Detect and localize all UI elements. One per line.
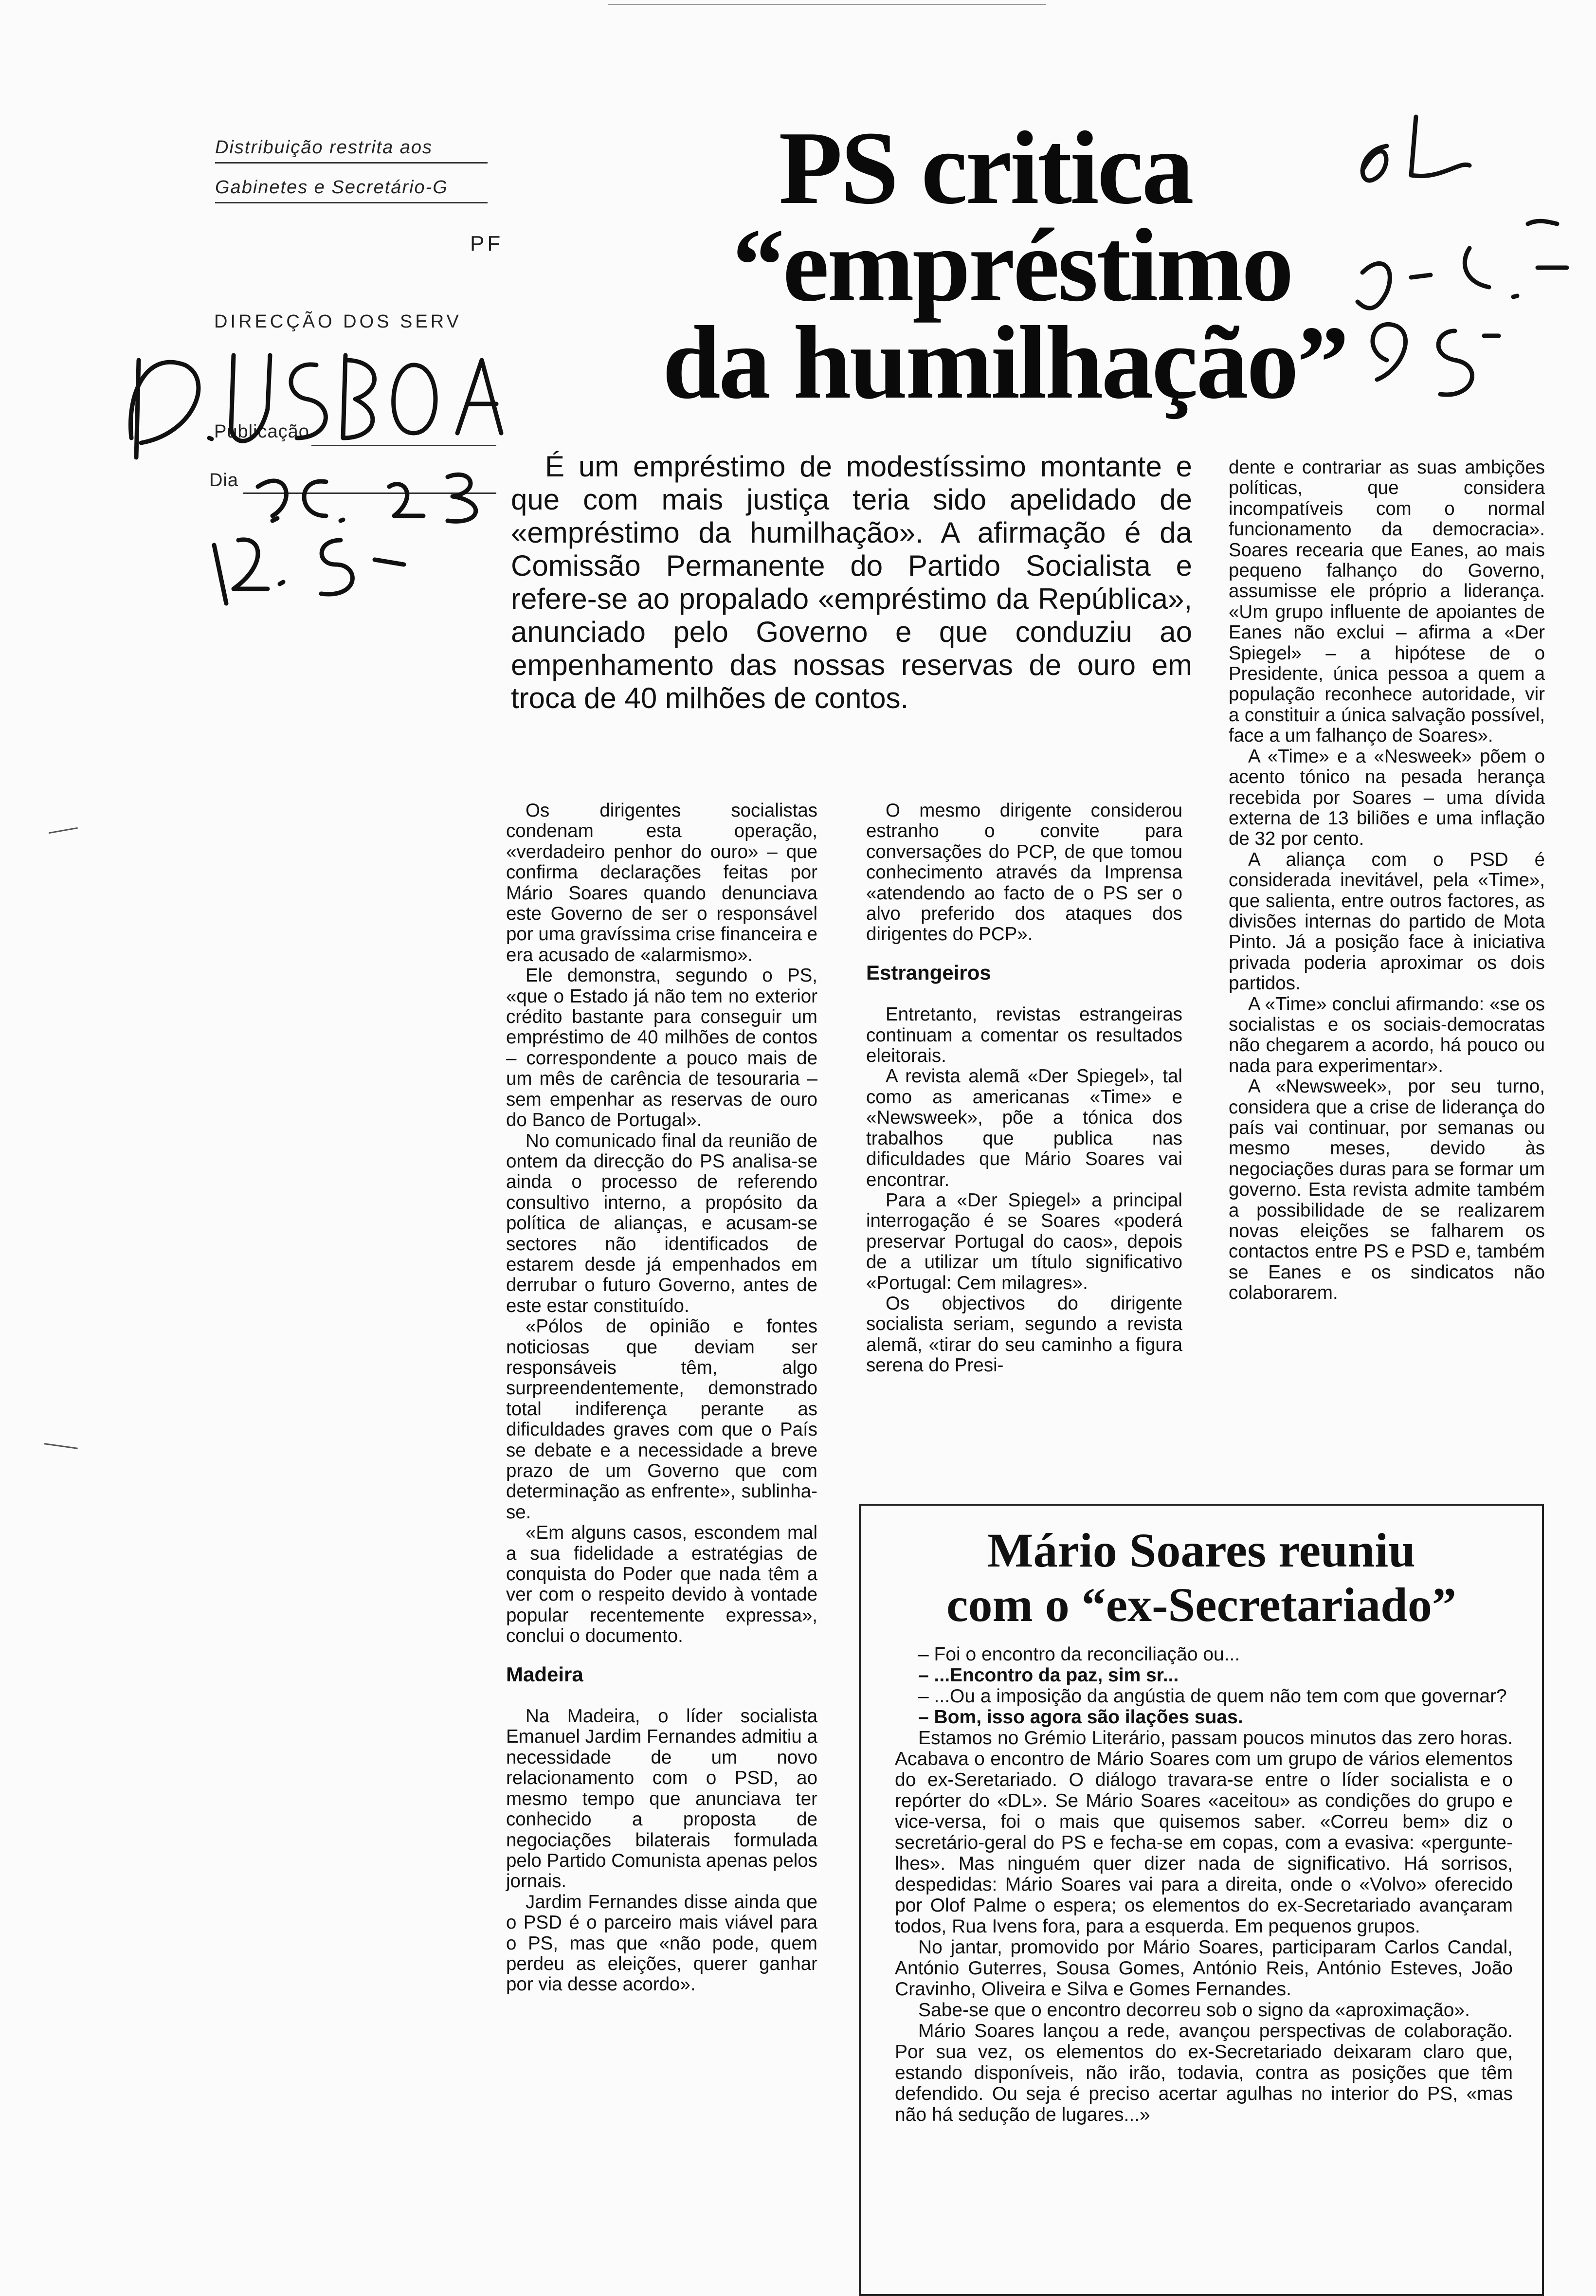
margin-mark: [49, 827, 78, 834]
sidebar-paragraph: Sabe-se que o encontro decorreu sob o signo da «aproximação».: [918, 2000, 1470, 2021]
headline-line-1: PS critica: [779, 109, 1192, 226]
headline-line-2: “empréstimo: [732, 207, 1292, 323]
stamp-line-3: PF: [470, 232, 504, 255]
margin-mark: [44, 1443, 78, 1449]
col3-paragraph: A «Newsweek», por seu turno, considera que a crise de liderança do país vai continuar, por semanas ou mesmo meses, devido às negociações duras para se formar um governo. Esta revista admite também a possibilidade de se realizarem novas eleições se falharem os contactos entre PS e PSD e, também se Eanes e os sindicatos não colaborarem.: [1229, 1076, 1545, 1304]
col3-paragraph: A «Time» conclui afirmando: «se os socialistas e os sociais-democratas não chegarem a acordo, há pouco ou nada para experimentar».: [1229, 993, 1545, 1076]
handwriting-date-mark: [1343, 107, 1577, 409]
column-1: [506, 801, 817, 1995]
scan-edge: [608, 4, 1046, 5]
stamp-dia-label: Dia: [209, 470, 239, 491]
col1-paragraph: Ele demonstra, segundo o PS, «que o Estado já não tem no exterior crédito bastante para conseguir um empréstimo de 40 milhões de contos – correspondente a pouco mais de um mês de carência de tesouraria – sem empenhar as reservas de ouro do Banco de Portugal».: [506, 965, 817, 1131]
sidebar-paragraph: Estamos no Grémio Literário, passam poucos minutos das zero horas. Acabava o encontro de Mário Soares com um grupo de vários elementos do ex-Seretariado. O diálogo travara-se entre o líder socialista e o repórter do «DL». Se Mário Soares «aceitou» as condições do grupo e vice-versa, foi o mais que quisemos saber. «Correu bem» diz o secretário-geral do PS e fecha-se em copas, com a evasiva: «pergunte-lhes». Mas ninguém quer dizer nada de significativo. Há sorrisos, despedidas: Mário Soares vai para a direita, onde o «Volvo» oferecido por Olof Palme o espera; os elementos do ex-Secretariado avançaram todos, Rua Ivens fora, para a esquerda. Em pequenos grupos.: [895, 1728, 1513, 1937]
sidebar-article-box: [859, 1504, 1544, 2296]
col3-paragraph: A aliança com o PSD é considerada inevitável, pela «Time», que salienta, entre outros factores, as divisões internas do partido de Mota Pinto. Já a posição face à iniciativa privada poderia aproximar os dois partidos.: [1229, 849, 1545, 994]
sidebar-paragraph: No jantar, promovido por Mário Soares, participaram Carlos Candal, António Guterres, Sousa Gomes, António Reis, António Esteves, João Cravinho, Oliveira e Silva e Gomes Fernandes.: [895, 1937, 1513, 2000]
column-2: [866, 801, 1182, 1376]
dialogue-line: – Bom, isso agora são ilações suas.: [918, 1707, 1243, 1728]
col1-paragraph: «Pólos de opinião e fontes noticiosas que deviam ser responsáveis têm, algo surpreendentemente, demonstrado total indiferença perante as dificuldades graves com que o País se debate e a necessidade a breve prazo de um Governo que com determinação as enfrente», sublinha-se.: [506, 1316, 817, 1523]
dialogue-line: – Foi o encontro da reconciliação ou...: [918, 1644, 1240, 1665]
col2-paragraph: O mesmo dirigente considerou estranho o convite para conversações do PCP, de que tomou conhecimento através da Imprensa «atendendo ao facto de o PS ser o alvo preferido dos ataques dos dirigentes do PCP».: [866, 800, 1182, 945]
sidebar-article-body: [895, 1644, 1513, 2125]
stamp-publicacao-label: Publicação: [214, 421, 309, 442]
handwriting-publication-mark: [112, 311, 521, 613]
col1-paragraph: Na Madeira, o líder socialista Emanuel Jardim Fernandes admitiu a necessidade de um novo relacionamento com o PSD, ao mesmo tempo que anunciava ter conhecido a proposta de negociações bilaterais formulada pelo Partido Comunista apenas pelos jornais.: [506, 1706, 817, 1892]
col2-paragraph: Entretanto, revistas estrangeiras continuam a comentar os resultados eleitorais.: [866, 1004, 1182, 1067]
col1-subheading: Madeira: [506, 1662, 583, 1686]
col3-paragraph: A «Time» e a «Nesweek» põem o acento tónico na pesada herança recebida por Soares – uma dívida externa de 13 biliões e uma inflação de 32 por cento.: [1229, 746, 1545, 850]
col3-paragraph: dente e contrariar as suas ambições políticas, que considera incompatíveis com o normal funcionamento da democracia». Soares recearia que Eanes, ao mais pequeno falhanço do Governo, assumisse ele próprio a liderança. «Um grupo influente de apoiantes de Eanes não exclui – afirma a «Der Spiegel» – a hipótese de o Presidente, única pessoa a quem a população reconhece autoridade, vir a constituir a única salvação possível, face a um falhanço de Soares».: [1229, 457, 1545, 747]
lead-paragraph: É um empréstimo de modestíssimo montante e que com mais justiça teria sido apelidado de «empréstimo da humilhação». A afirmação é da Comissão Permanente do Partido Socialista e refere-se ao propalado «empréstimo da República», anunciado pelo Governo e que conduziu ao empenhamento das nossas reservas de ouro em troca de 40 milhões de contos.: [511, 450, 1192, 714]
col2-paragraph: Os objectivos do dirigente socialista seriam, segundo a revista alemã, «tirar do seu caminho a figura serena do Presi-: [866, 1293, 1182, 1376]
dialogue-line: – ...Ou a imposição da angústia de quem não tem com que governar?: [918, 1686, 1507, 1707]
col1-paragraph: Jardim Fernandes disse ainda que o PSD é o parceiro mais viável para o PS, mas que «não pode, quem perdeu as eleições, querer ganhar por via desse acordo».: [506, 1891, 817, 1995]
sidebar-paragraph: Mário Soares lançou a rede, avançou perspectivas de colaboração. Por sua vez, os elementos do ex-Secretariado deixaram claro que, estando disponíveis, não irão, todavia, contra as posições que têm defendido. Ou seja é preciso acertar agulhas no interior do PS, «mas não há sedução de lugares...»: [895, 2021, 1513, 2125]
sidebar-title-line-2: com o “ex-Secretariado”: [946, 1578, 1456, 1632]
col1-paragraph: «Em alguns casos, escondem mal a sua fidelidade a estratégias de conquista do Poder que nada têm a ver com o respeito devido à vontade popular recentemente expressa», conclui o documento.: [506, 1522, 817, 1647]
col2-subheading: Estrangeiros: [866, 961, 991, 984]
stamp-line-4: DIRECÇÃO DOS SERV: [214, 311, 462, 332]
stamp-line-2: Gabinetes e Secretário-G: [215, 177, 488, 203]
column-3: [1229, 457, 1545, 1304]
dialogue-line: – ...Encontro da paz, sim sr...: [918, 1665, 1179, 1686]
sidebar-article-title: [861, 1523, 1542, 1632]
col2-paragraph: A revista alemã «Der Spiegel», tal como as americanas «Time» e «Newsweek», põe a tónica dos trabalhos que publica nas dificuldades que Mário Soares vai encontrar.: [866, 1066, 1182, 1190]
col1-paragraph: No comunicado final da reunião de ontem da direcção do PS analisa-se ainda o processo de referendo consultivo interno, a propósito da política de alianças, e acusam-se sectores não identificados de estarem desde já empenhados em derrubar o futuro Governo, antes de este estar constituído.: [506, 1130, 817, 1316]
headline-line-3: da humilhação”: [662, 304, 1347, 420]
col1-paragraph: Os dirigentes socialistas condenam esta operação, «verdadeiro penhor do ouro» – que confirma declarações feitas por Mário Soares quando denunciava este Governo de ser o responsável por uma gravíssima crise financeira e era acusado de «alarmismo».: [506, 800, 817, 966]
headline: [662, 109, 1353, 420]
stamp-line-1: Distribuição restrita aos: [215, 137, 488, 164]
col2-paragraph: Para a «Der Spiegel» a principal interrogação é se Soares «poderá preservar Portugal do caos», depois de a utilizar um título significativo «Portugal: Cem milagres».: [866, 1189, 1182, 1294]
sidebar-title-line-1: Mário Soares reuniu: [987, 1523, 1415, 1577]
